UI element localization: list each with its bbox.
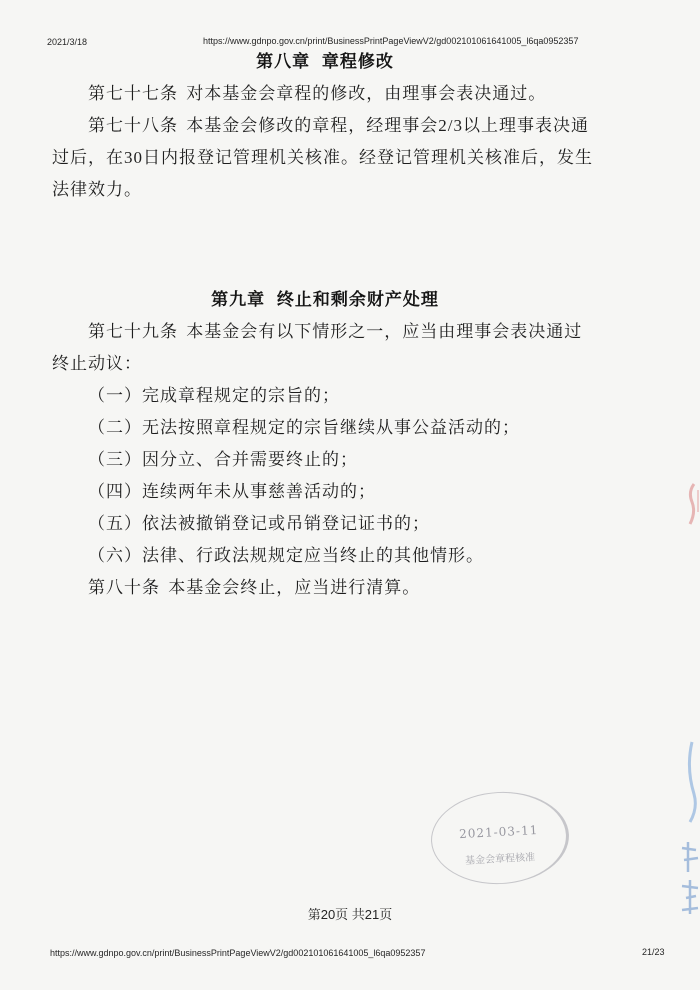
termination-item: （六）法律、行政法规规定应当终止的其他情形。 xyxy=(88,546,484,565)
termination-item: （五）依法被撤销登记或吊销登记证书的； xyxy=(88,514,430,533)
article-77-line: 第七十七条 对本基金会章程的修改，由理事会表决通过。 xyxy=(88,84,547,103)
article-79-line: 终止动议： xyxy=(52,354,142,373)
footer-url: https://www.gdnpo.gov.cn/print/BusinessPrintPageViewV2/gd002101061641005_l6qa0952357 xyxy=(50,948,426,958)
print-date: 2021/3/18 xyxy=(47,37,88,47)
chapter-8-title: 第八章 章程修改 xyxy=(256,52,394,71)
chapter-9-title: 第九章 终止和剩余财产处理 xyxy=(211,290,439,309)
approval-stamp xyxy=(429,788,572,887)
print-url: https://www.gdnpo.gov.cn/print/BusinessPrintPageViewV2/gd002101061641005_l6qa0952357 xyxy=(203,36,579,46)
article-79-line: 第七十九条 本基金会有以下情形之一，应当由理事会表决通过 xyxy=(88,322,583,341)
page-number: 第20页 共21页 xyxy=(307,907,393,922)
article-80-line: 第八十条 本基金会终止，应当进行清算。 xyxy=(88,578,421,597)
seal-fragment-blue-icon xyxy=(676,738,700,924)
stamp-date: 2021-03-11 xyxy=(458,822,539,842)
footer-page-count: 21/23 xyxy=(642,947,665,957)
chapter-8-section xyxy=(52,46,598,206)
article-78-line: 第七十八条 本基金会修改的章程，经理事会2/3以上理事表决通 xyxy=(88,116,589,135)
chapter-9-section xyxy=(52,284,598,604)
termination-item: （一）完成章程规定的宗旨的； xyxy=(88,386,340,405)
termination-item: （三）因分立、合并需要终止的； xyxy=(88,450,358,469)
article-78-line: 过后，在30日内报登记管理机关核准。经登记管理机关核准后，发生 xyxy=(52,148,593,167)
termination-item: （二）无法按照章程规定的宗旨继续从事公益活动的； xyxy=(88,418,520,437)
article-78-line: 法律效力。 xyxy=(52,180,142,199)
stamp-text: 基金会章程核准 xyxy=(464,852,536,867)
termination-item: （四）连续两年未从事慈善活动的； xyxy=(88,482,376,501)
seal-fragment-red-icon xyxy=(680,482,700,526)
